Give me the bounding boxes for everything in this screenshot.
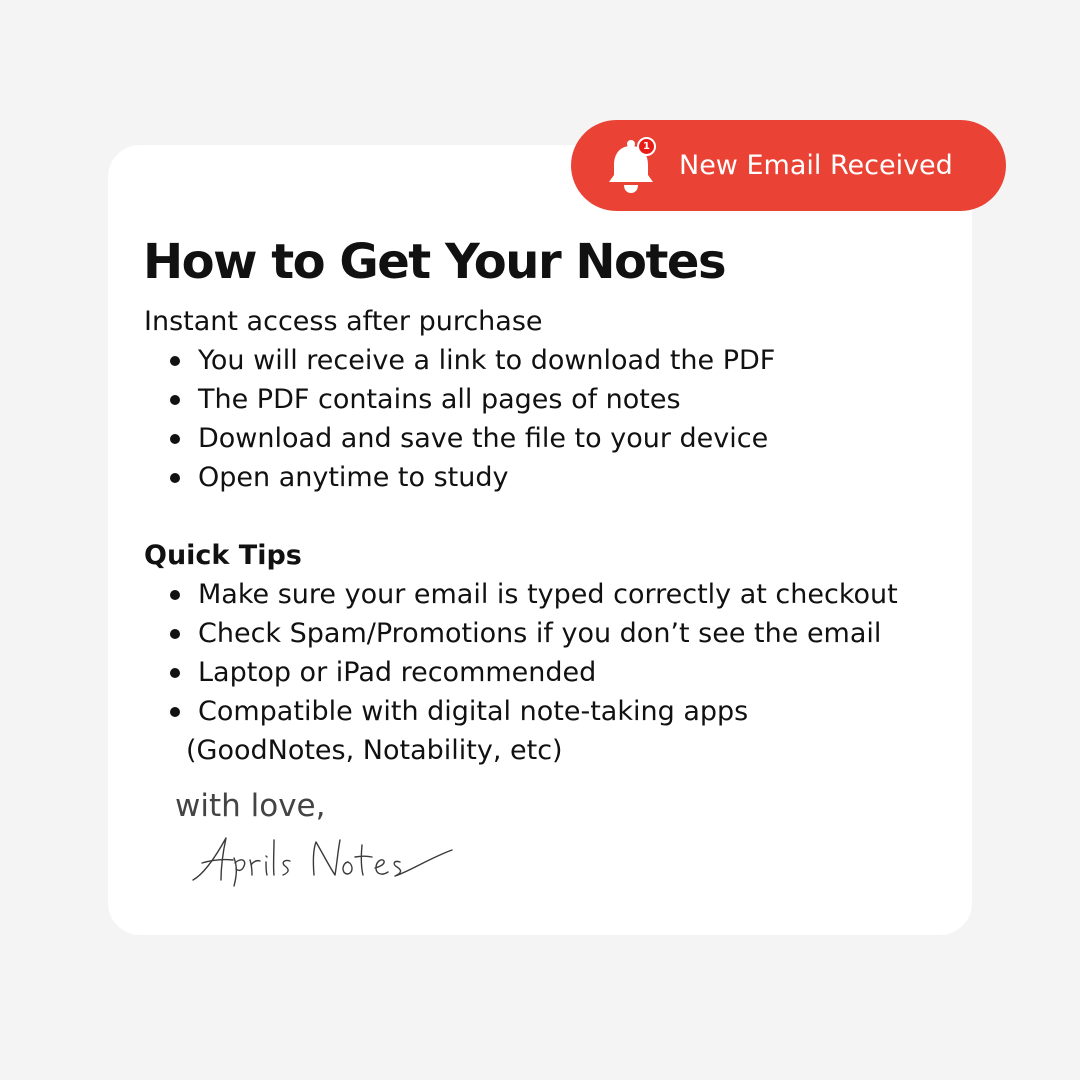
apps-examples: (GoodNotes, Notability, etc): [186, 735, 563, 766]
list-item-text: Laptop or iPad recommended: [198, 657, 597, 688]
list-item-text: Make sure your email is typed correctly at checkout: [198, 579, 898, 610]
page-title: How to Get Your Notes: [143, 234, 726, 290]
subtitle: Instant access after purchase: [144, 306, 543, 337]
bell-icon: [605, 135, 661, 197]
list-item: [166, 458, 775, 497]
bullet-dot: [170, 590, 180, 600]
access-steps-list: [166, 341, 775, 497]
bullet-dot: [170, 629, 180, 639]
bullet-dot: [170, 473, 180, 483]
list-item-text: Open anytime to study: [198, 462, 509, 493]
bullet-dot: [170, 707, 180, 717]
bullet-dot: [170, 434, 180, 444]
list-item: [166, 614, 898, 653]
bullet-dot: [170, 395, 180, 405]
bullet-dot: [170, 356, 180, 366]
notification-text: New Email Received: [679, 150, 953, 181]
tips-heading: Quick Tips: [144, 540, 302, 571]
notification-badge: 1: [637, 137, 656, 156]
list-item-text: Download and save the file to your device: [198, 423, 769, 454]
signature-logo: [190, 830, 460, 895]
list-item: [166, 575, 898, 614]
tips-list: [166, 575, 898, 731]
list-item-text: Compatible with digital note-taking apps: [198, 696, 749, 727]
list-item-text: The PDF contains all pages of notes: [198, 384, 681, 415]
signoff-text: with love,: [175, 788, 326, 824]
list-item-text: You will receive a link to download the PDF: [198, 345, 776, 376]
list-item: [166, 341, 775, 380]
email-notification[interactable]: [571, 120, 1006, 211]
list-item: [166, 692, 898, 731]
list-item: [166, 419, 775, 458]
list-item: [166, 380, 775, 419]
bullet-dot: [170, 668, 180, 678]
list-item: [166, 653, 898, 692]
list-item-text: Check Spam/Promotions if you don’t see the email: [198, 618, 882, 649]
